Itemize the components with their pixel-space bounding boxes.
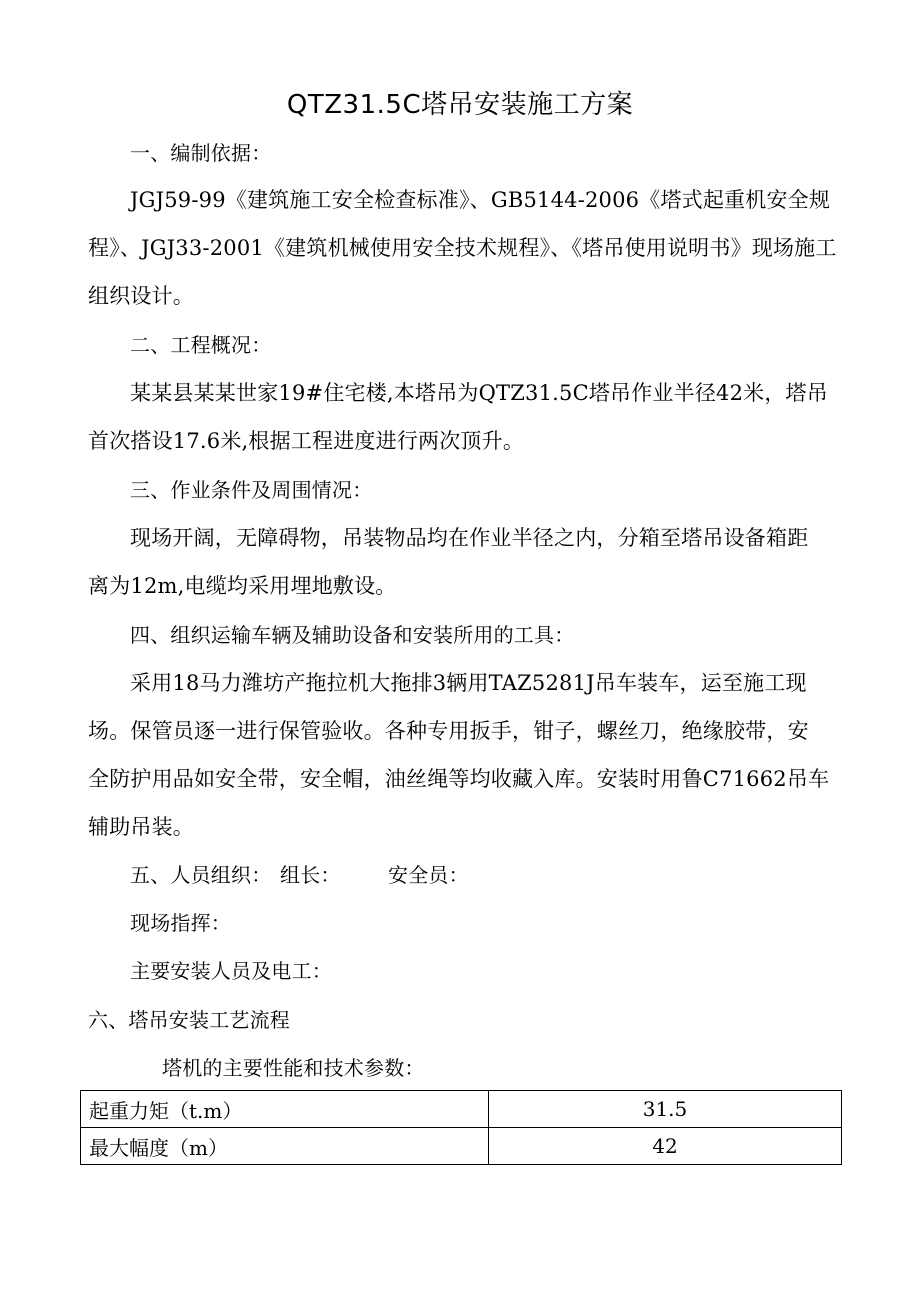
team-leader-label: 组长： <box>280 863 341 887</box>
paragraph-line: 辅助吊装。 <box>88 815 194 839</box>
page-title: QTZ31.5C塔吊安装施工方案 <box>286 90 634 120</box>
paragraph-line: 场。保管员逐一进行保管验收。各种专用扳手，钳子，螺丝刀，绝缘胶带，安 <box>88 719 809 743</box>
paragraph-line: 现场开阔，无障碍物，吊装物品均在作业半径之内，分箱至塔吊设备箱距 <box>130 526 809 550</box>
parameters-table <box>80 1090 842 1165</box>
paragraph-line: 离为12m,电缆均采用埋地敷设。 <box>88 574 397 598</box>
section-heading-conditions: 三、作业条件及周围情况： <box>130 478 373 502</box>
section-heading-process: 六、塔吊安装工艺流程 <box>88 1008 290 1032</box>
param-name: 起重力矩（t.m） <box>81 1091 489 1128</box>
params-caption: 塔机的主要性能和技术参数： <box>162 1056 425 1080</box>
paragraph-line: 首次搭设17.6米,根据工程进度进行两次顶升。 <box>88 429 525 453</box>
installers-label: 主要安装人员及电工： <box>130 959 332 983</box>
param-value: 42 <box>489 1128 842 1165</box>
paragraph-line: 组织设计。 <box>88 284 194 308</box>
section-heading-overview: 二、工程概况： <box>130 333 272 357</box>
paragraph-line: JGJ59-99《建筑施工安全检查标准》、GB5144-2006《塔式起重机安全规 <box>130 188 831 212</box>
paragraph-line: 采用18马力潍坊产拖拉机大拖排3辆用TAZ5281J吊车装车，运至施工现 <box>130 671 807 695</box>
table-row <box>81 1128 842 1165</box>
section-heading-basis: 一、编制依据： <box>130 141 272 165</box>
section-heading-transport: 四、组织运输车辆及辅助设备和安装所用的工具： <box>130 623 575 647</box>
param-value: 31.5 <box>489 1091 842 1128</box>
table-row <box>81 1091 842 1128</box>
paragraph-line: 全防护用品如安全带，安全帽，油丝绳等均收藏入库。安装时用鲁C71662吊车 <box>88 767 830 791</box>
section-heading-personnel: 五、人员组织： <box>130 863 272 887</box>
safety-officer-label: 安全员： <box>388 863 469 887</box>
paragraph-line: 某某县某某世家19#住宅楼,本塔吊为QTZ31.5C塔吊作业半径42米，塔吊 <box>130 381 828 405</box>
paragraph-line: 程》、JGJ33-2001《建筑机械使用安全技术规程》、《塔吊使用说明书》现场施工 <box>88 236 837 260</box>
site-commander-label: 现场指挥： <box>130 911 231 935</box>
param-name: 最大幅度（m） <box>81 1128 489 1165</box>
